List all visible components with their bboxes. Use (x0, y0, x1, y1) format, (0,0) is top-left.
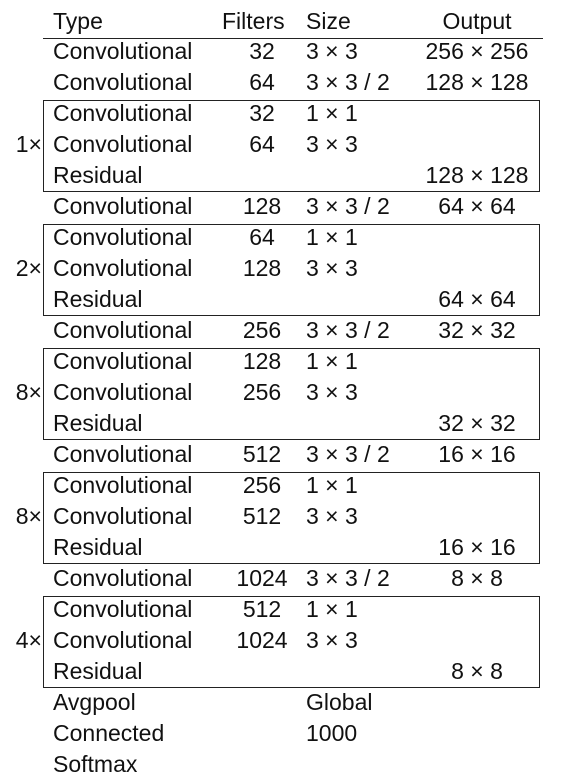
row-type: Convolutional (53, 193, 193, 219)
row-output: 64 × 64 (438, 193, 516, 219)
row-size: 1 × 1 (306, 596, 358, 622)
table-row (0, 36, 574, 67)
row-output (410, 749, 544, 780)
row-type: Residual (53, 534, 143, 560)
row-type: Residual (53, 658, 143, 684)
row-type: Convolutional (53, 472, 193, 498)
table-row (0, 563, 574, 594)
row-filters: 32 (249, 38, 275, 64)
residual-block-frame (43, 224, 540, 316)
row-filters: 512 (242, 596, 282, 622)
row-filters: 1024 (236, 565, 288, 591)
header-size: Size (306, 8, 351, 34)
row-filters: 256 (242, 317, 282, 343)
table-row (0, 749, 574, 780)
row-size: 1 × 1 (306, 100, 358, 126)
row-output: 128 × 128 (425, 162, 529, 188)
residual-block-frame (43, 596, 540, 688)
row-filters: 128 (242, 255, 282, 281)
row-size: Global (306, 689, 373, 715)
row-multiplier: 4× (15, 627, 42, 653)
row-type: Residual (53, 162, 143, 188)
row-type: Avgpool (53, 689, 136, 715)
row-output: 128 × 128 (425, 69, 529, 95)
row-size: 3 × 3 / 2 (306, 441, 390, 467)
table-row (0, 67, 574, 98)
header-type: Type (53, 8, 103, 34)
row-filters (222, 749, 302, 780)
row-filters: 512 (242, 503, 282, 529)
row-output: 16 × 16 (438, 441, 516, 467)
row-multiplier: 1× (15, 131, 42, 157)
row-size: 3 × 3 / 2 (306, 317, 390, 343)
row-size: 3 × 3 (306, 131, 358, 157)
row-type: Convolutional (53, 627, 193, 653)
row-filters: 64 (249, 224, 275, 250)
row-output: 256 × 256 (425, 38, 529, 64)
row-size: 3 × 3 (306, 379, 358, 405)
row-filters: 256 (242, 472, 282, 498)
row-type: Convolutional (53, 38, 193, 64)
row-multiplier: 8× (15, 379, 42, 405)
row-size: 3 × 3 / 2 (306, 565, 390, 591)
table-header (0, 6, 574, 37)
row-filters: 128 (242, 193, 282, 219)
row-type: Convolutional (53, 69, 193, 95)
row-type: Convolutional (53, 317, 193, 343)
row-output: 16 × 16 (438, 534, 516, 560)
row-size: 1000 (306, 720, 358, 746)
row-type: Convolutional (53, 224, 193, 250)
row-filters: 64 (249, 131, 275, 157)
row-size: 3 × 3 (306, 503, 358, 529)
row-output (410, 687, 544, 718)
row-size: 1 × 1 (306, 348, 358, 374)
row-type: Convolutional (53, 255, 193, 281)
residual-block-frame (43, 348, 540, 440)
row-output: 32 × 32 (438, 410, 516, 436)
row-size: 1 × 1 (306, 472, 358, 498)
residual-block-frame (43, 100, 540, 192)
row-type: Residual (53, 410, 143, 436)
row-size: 3 × 3 / 2 (306, 69, 390, 95)
row-filters: 64 (249, 69, 275, 95)
row-filters: 32 (249, 100, 275, 126)
row-type: Softmax (53, 751, 138, 777)
row-filters: 1024 (236, 627, 288, 653)
row-type: Convolutional (53, 348, 193, 374)
row-type: Convolutional (53, 131, 193, 157)
row-filters: 256 (242, 379, 282, 405)
row-type: Convolutional (53, 100, 193, 126)
row-output: 64 × 64 (438, 286, 516, 312)
row-type: Convolutional (53, 596, 193, 622)
table-row (0, 687, 574, 718)
row-filters (222, 718, 302, 749)
row-multiplier: 8× (15, 503, 42, 529)
row-output: 32 × 32 (438, 317, 516, 343)
row-size: 3 × 3 (306, 627, 358, 653)
row-filters (222, 687, 302, 718)
row-output (410, 718, 544, 749)
row-size: 3 × 3 (306, 38, 358, 64)
table-row (0, 439, 574, 470)
row-type: Convolutional (53, 379, 193, 405)
row-type: Convolutional (53, 441, 193, 467)
header-output: Output (442, 8, 512, 34)
header-filters: Filters (222, 8, 285, 34)
row-output: 8 × 8 (451, 565, 503, 591)
row-type: Convolutional (53, 565, 193, 591)
row-type: Residual (53, 286, 143, 312)
row-type: Convolutional (53, 503, 193, 529)
row-filters: 512 (242, 441, 282, 467)
row-multiplier: 2× (15, 255, 42, 281)
table-row (0, 718, 574, 749)
row-output: 8 × 8 (451, 658, 503, 684)
residual-block-frame (43, 472, 540, 564)
row-size: 1 × 1 (306, 224, 358, 250)
row-size: 3 × 3 (306, 255, 358, 281)
row-type: Connected (53, 720, 165, 746)
row-filters: 128 (242, 348, 282, 374)
table-row (0, 191, 574, 222)
row-size: 3 × 3 / 2 (306, 193, 390, 219)
table-row (0, 315, 574, 346)
